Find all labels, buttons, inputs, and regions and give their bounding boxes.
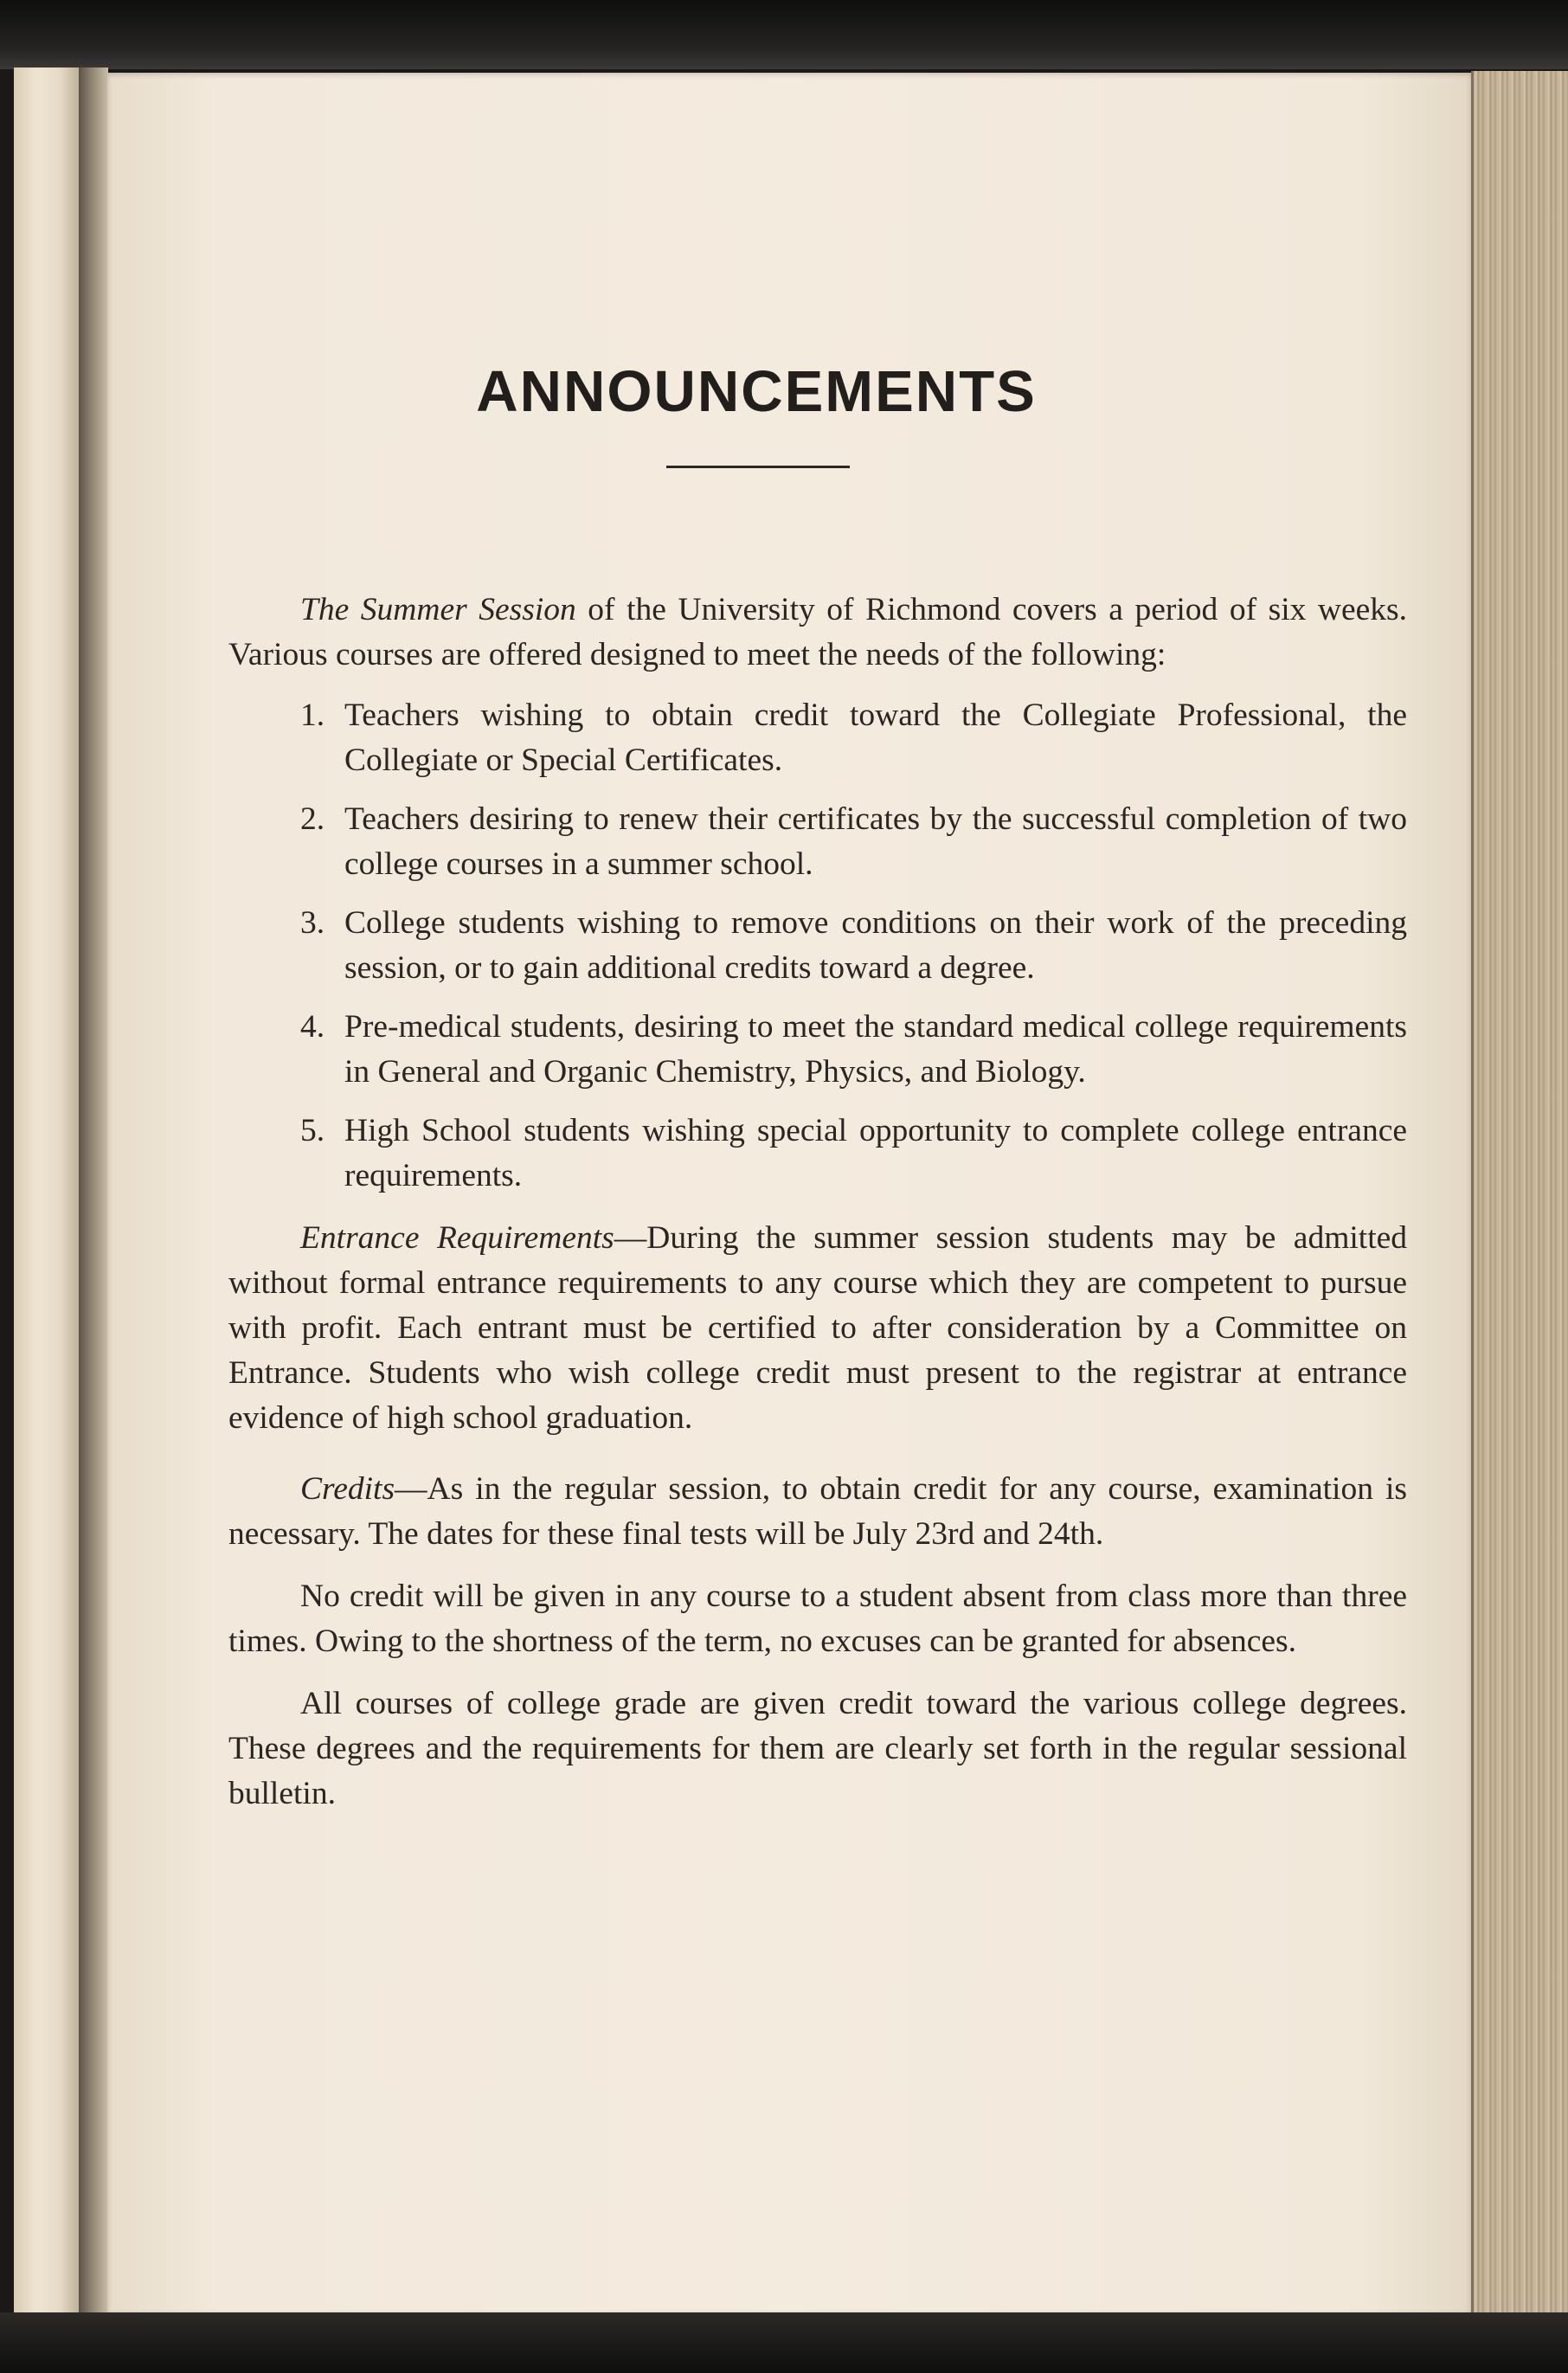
page-stack-edge <box>1471 71 1568 2314</box>
credits-label: Credits <box>300 1471 395 1507</box>
scanner-bottom-edge <box>0 2312 1568 2373</box>
degrees-paragraph: All courses of college grade are given credit toward the various college degrees. These degrees and the requirements for them are clearly set forth in the regular sessional bulletin. <box>228 1686 1407 1811</box>
intro-paragraph <box>228 588 1407 678</box>
intro-text: of the University of Richmond covers a period of six weeks. Various courses are offered designed to meet the needs of the following: <box>228 592 1408 672</box>
list-item-text: Teachers wishing to obtain credit toward the Collegiate Professional, the Collegiate or Special Certificates. <box>344 698 1407 778</box>
list-item <box>228 693 1407 783</box>
list-item-text: Pre-medical students, desiring to meet the standard medical college requirements in General and Organic Chemistry, Physics, and Biology. <box>344 1009 1407 1090</box>
list-item-text: College students wishing to remove conditions on their work of the preceding session, or to gain additional credits toward a degree. <box>344 905 1407 986</box>
needs-list <box>228 693 1407 1199</box>
entrance-requirements-text: —During the summer session students may be admitted without formal entrance requirements to any course which they are competent to pursue with profit. Each entrant must be certified to after consideration by a Committee on Entrance. Students who wish college credit must present to the registrar at entrance evidence of high school graduation. <box>228 1220 1408 1436</box>
list-item <box>228 1005 1407 1095</box>
announcement-body <box>228 588 1407 1817</box>
list-item-number: 3. <box>300 905 325 941</box>
book-gutter <box>79 68 108 2313</box>
list-item-number: 5. <box>300 1113 325 1148</box>
list-item-number: 4. <box>300 1009 325 1045</box>
list-item-text: High School students wishing special opportunity to complete college entrance requirements. <box>344 1113 1407 1193</box>
book-page <box>107 73 1471 2312</box>
page-content <box>107 73 1471 2312</box>
credits-text: —As in the regular session, to obtain credit for any course, examination is necessary. The dates for these final tests will be July 23rd and 24th. <box>228 1471 1407 1552</box>
list-item <box>228 901 1407 991</box>
entrance-requirements-label: Entrance Requirements <box>300 1220 614 1256</box>
list-item <box>228 1109 1407 1199</box>
list-item-number: 2. <box>300 801 325 837</box>
list-item-text: Teachers desiring to renew their certificates by the successful completion of two college courses in a summer school. <box>344 801 1407 882</box>
left-page-edge <box>14 68 80 2313</box>
page-title: ANNOUNCEMENTS <box>476 359 1037 424</box>
title-rule <box>666 466 850 468</box>
scanner-top-edge <box>0 0 1568 69</box>
summer-session-label: The Summer Session <box>300 592 576 627</box>
list-item <box>228 797 1407 887</box>
absence-paragraph: No credit will be given in any course to a student absent from class more than three times. Owing to the shortness of the term, no excuses can be granted for absences. <box>228 1579 1407 1659</box>
list-item-number: 1. <box>300 698 325 733</box>
entrance-requirements-paragraph <box>228 1216 1407 1441</box>
credits-paragraph <box>228 1467 1407 1557</box>
